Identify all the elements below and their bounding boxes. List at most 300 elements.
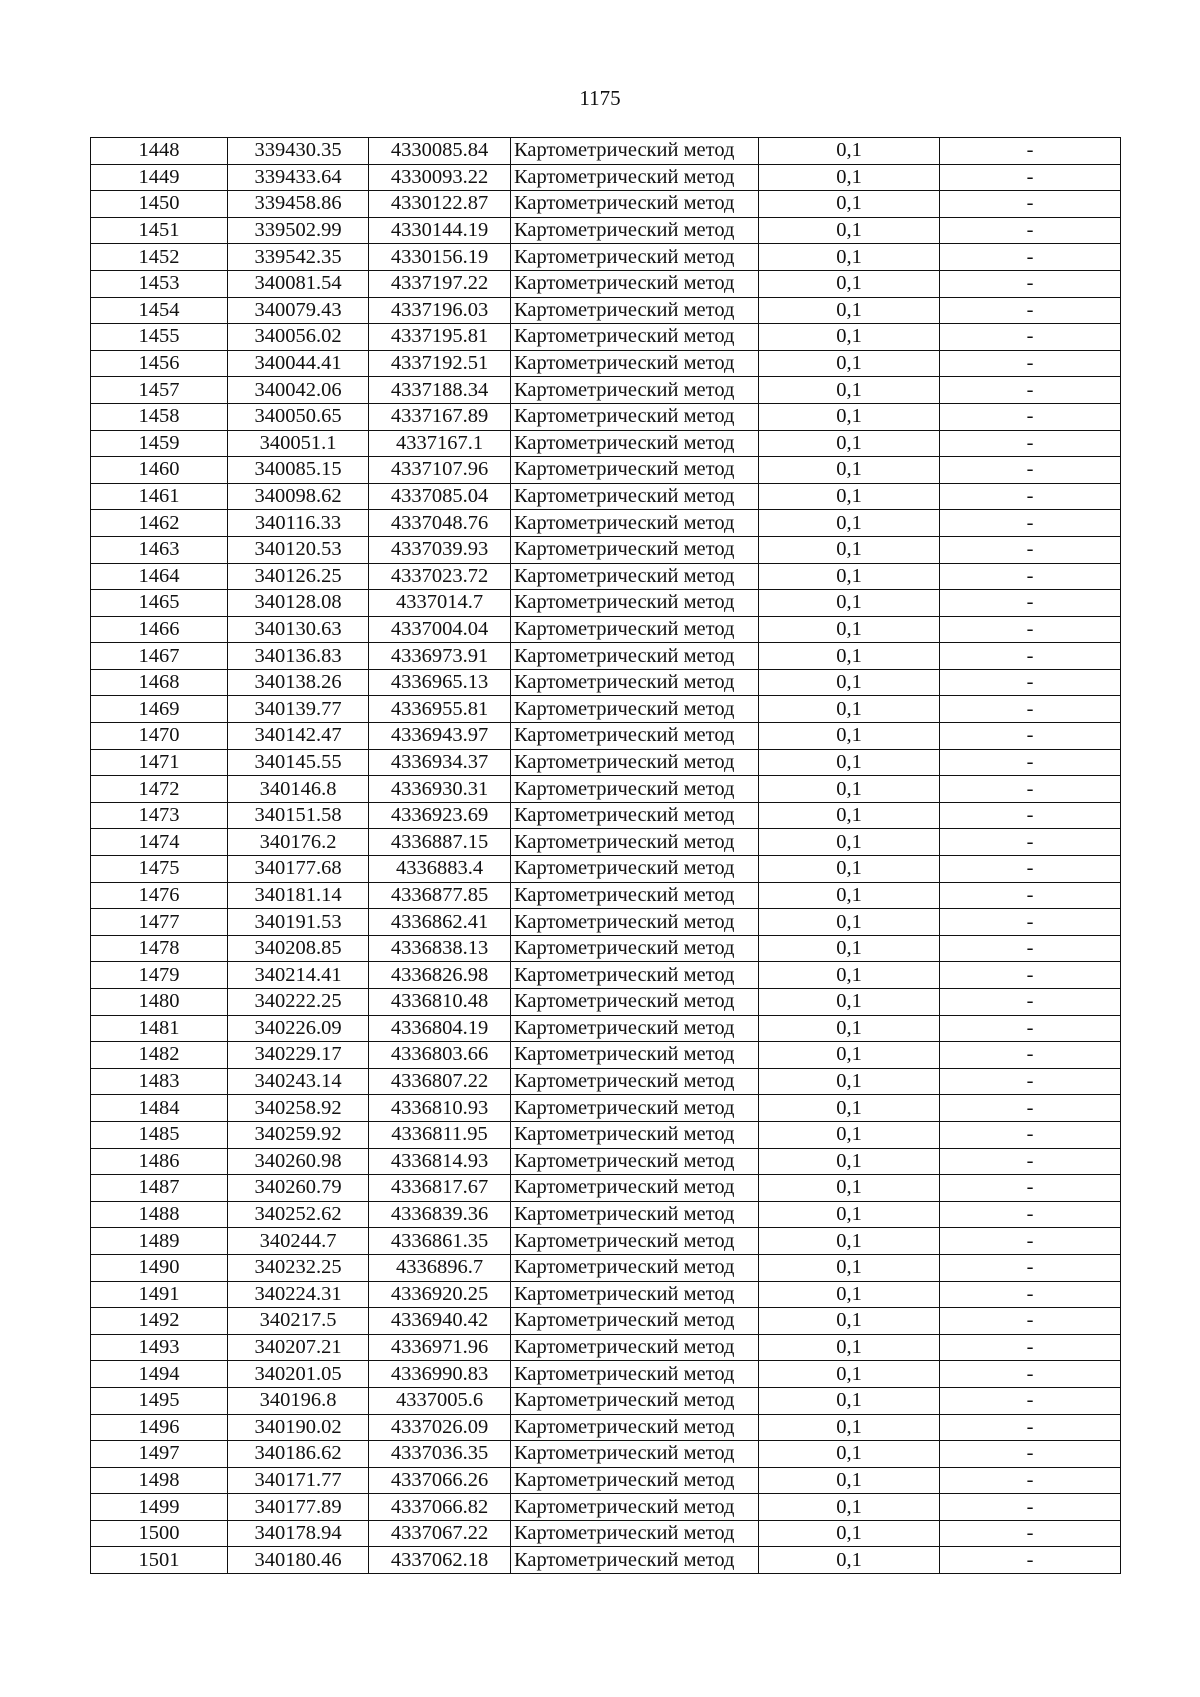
precision-cell: 0,1 — [759, 244, 940, 271]
x-coordinate-cell: 340120.53 — [228, 536, 369, 563]
y-coordinate-cell: 4336887.15 — [369, 829, 511, 856]
y-coordinate-cell: 4336990.83 — [369, 1361, 511, 1388]
table-row — [91, 138, 1121, 165]
point-number-cell: 1455 — [91, 324, 228, 351]
x-coordinate-cell: 340139.77 — [228, 696, 369, 723]
precision-cell: 0,1 — [759, 483, 940, 510]
point-number-cell: 1483 — [91, 1068, 228, 1095]
note-cell: - — [940, 244, 1121, 271]
table-row — [91, 1520, 1121, 1547]
precision-cell: 0,1 — [759, 1547, 940, 1574]
y-coordinate-cell: 4337039.93 — [369, 536, 511, 563]
method-cell: Картометрический метод — [511, 324, 759, 351]
point-number-cell: 1468 — [91, 669, 228, 696]
x-coordinate-cell: 340222.25 — [228, 989, 369, 1016]
method-cell: Картометрический метод — [511, 1387, 759, 1414]
precision-cell: 0,1 — [759, 1095, 940, 1122]
precision-cell: 0,1 — [759, 138, 940, 165]
y-coordinate-cell: 4336826.98 — [369, 962, 511, 989]
y-coordinate-cell: 4336930.31 — [369, 776, 511, 803]
x-coordinate-cell: 340190.02 — [228, 1414, 369, 1441]
x-coordinate-cell: 340177.89 — [228, 1494, 369, 1521]
note-cell: - — [940, 1547, 1121, 1574]
y-coordinate-cell: 4336811.95 — [369, 1121, 511, 1148]
table-row — [91, 1201, 1121, 1228]
x-coordinate-cell: 340196.8 — [228, 1387, 369, 1414]
note-cell: - — [940, 1121, 1121, 1148]
x-coordinate-cell: 340201.05 — [228, 1361, 369, 1388]
point-number-cell: 1475 — [91, 856, 228, 883]
method-cell: Картометрический метод — [511, 510, 759, 537]
method-cell: Картометрический метод — [511, 1467, 759, 1494]
method-cell: Картометрический метод — [511, 270, 759, 297]
y-coordinate-cell: 4336934.37 — [369, 749, 511, 776]
note-cell: - — [940, 217, 1121, 244]
method-cell: Картометрический метод — [511, 297, 759, 324]
x-coordinate-cell: 340126.25 — [228, 563, 369, 590]
point-number-cell: 1452 — [91, 244, 228, 271]
method-cell: Картометрический метод — [511, 217, 759, 244]
method-cell: Картометрический метод — [511, 403, 759, 430]
table-row — [91, 1254, 1121, 1281]
table-row — [91, 297, 1121, 324]
y-coordinate-cell: 4336814.93 — [369, 1148, 511, 1175]
note-cell: - — [940, 696, 1121, 723]
point-number-cell: 1460 — [91, 457, 228, 484]
point-number-cell: 1449 — [91, 164, 228, 191]
note-cell: - — [940, 1201, 1121, 1228]
note-cell: - — [940, 483, 1121, 510]
note-cell: - — [940, 616, 1121, 643]
note-cell: - — [940, 536, 1121, 563]
table-row — [91, 1095, 1121, 1122]
point-number-cell: 1491 — [91, 1281, 228, 1308]
x-coordinate-cell: 340151.58 — [228, 802, 369, 829]
point-number-cell: 1464 — [91, 563, 228, 590]
y-coordinate-cell: 4336943.97 — [369, 723, 511, 750]
method-cell: Картометрический метод — [511, 749, 759, 776]
method-cell: Картометрический метод — [511, 1042, 759, 1069]
method-cell: Картометрический метод — [511, 1308, 759, 1335]
method-cell: Картометрический метод — [511, 1441, 759, 1468]
point-number-cell: 1465 — [91, 590, 228, 617]
x-coordinate-cell: 340244.7 — [228, 1228, 369, 1255]
method-cell: Картометрический метод — [511, 1175, 759, 1202]
x-coordinate-cell: 340116.33 — [228, 510, 369, 537]
x-coordinate-cell: 340180.46 — [228, 1547, 369, 1574]
point-number-cell: 1494 — [91, 1361, 228, 1388]
note-cell: - — [940, 749, 1121, 776]
precision-cell: 0,1 — [759, 1387, 940, 1414]
table-row — [91, 1387, 1121, 1414]
precision-cell: 0,1 — [759, 1361, 940, 1388]
point-number-cell: 1476 — [91, 882, 228, 909]
note-cell: - — [940, 510, 1121, 537]
note-cell: - — [940, 935, 1121, 962]
x-coordinate-cell: 340243.14 — [228, 1068, 369, 1095]
note-cell: - — [940, 989, 1121, 1016]
x-coordinate-cell: 340207.21 — [228, 1334, 369, 1361]
point-number-cell: 1463 — [91, 536, 228, 563]
y-coordinate-cell: 4336839.36 — [369, 1201, 511, 1228]
precision-cell: 0,1 — [759, 909, 940, 936]
precision-cell: 0,1 — [759, 536, 940, 563]
x-coordinate-cell: 339433.64 — [228, 164, 369, 191]
note-cell: - — [940, 1095, 1121, 1122]
point-number-cell: 1450 — [91, 191, 228, 218]
table-row — [91, 1494, 1121, 1521]
point-number-cell: 1482 — [91, 1042, 228, 1069]
y-coordinate-cell: 4337167.89 — [369, 403, 511, 430]
y-coordinate-cell: 4337014.7 — [369, 590, 511, 617]
point-number-cell: 1466 — [91, 616, 228, 643]
note-cell: - — [940, 270, 1121, 297]
y-coordinate-cell: 4336877.85 — [369, 882, 511, 909]
method-cell: Картометрический метод — [511, 1414, 759, 1441]
table-row — [91, 1441, 1121, 1468]
x-coordinate-cell: 340130.63 — [228, 616, 369, 643]
note-cell: - — [940, 590, 1121, 617]
note-cell: - — [940, 1361, 1121, 1388]
point-number-cell: 1474 — [91, 829, 228, 856]
point-number-cell: 1459 — [91, 430, 228, 457]
note-cell: - — [940, 643, 1121, 670]
method-cell: Картометрический метод — [511, 829, 759, 856]
table-row — [91, 403, 1121, 430]
precision-cell: 0,1 — [759, 1467, 940, 1494]
x-coordinate-cell: 340128.08 — [228, 590, 369, 617]
x-coordinate-cell: 340191.53 — [228, 909, 369, 936]
x-coordinate-cell: 340145.55 — [228, 749, 369, 776]
y-coordinate-cell: 4336923.69 — [369, 802, 511, 829]
method-cell: Картометрический метод — [511, 457, 759, 484]
point-number-cell: 1493 — [91, 1334, 228, 1361]
precision-cell: 0,1 — [759, 1015, 940, 1042]
method-cell: Картометрический метод — [511, 138, 759, 165]
method-cell: Картометрический метод — [511, 723, 759, 750]
note-cell: - — [940, 457, 1121, 484]
method-cell: Картометрический метод — [511, 536, 759, 563]
y-coordinate-cell: 4337195.81 — [369, 324, 511, 351]
table-row — [91, 1361, 1121, 1388]
y-coordinate-cell: 4337026.09 — [369, 1414, 511, 1441]
y-coordinate-cell: 4330156.19 — [369, 244, 511, 271]
point-number-cell: 1488 — [91, 1201, 228, 1228]
precision-cell: 0,1 — [759, 1254, 940, 1281]
x-coordinate-cell: 340050.65 — [228, 403, 369, 430]
y-coordinate-cell: 4337067.22 — [369, 1520, 511, 1547]
table-row — [91, 563, 1121, 590]
table-row — [91, 643, 1121, 670]
y-coordinate-cell: 4336883.4 — [369, 856, 511, 883]
coordinates-table-body — [91, 138, 1121, 1574]
table-row — [91, 909, 1121, 936]
precision-cell: 0,1 — [759, 616, 940, 643]
point-number-cell: 1473 — [91, 802, 228, 829]
point-number-cell: 1458 — [91, 403, 228, 430]
point-number-cell: 1479 — [91, 962, 228, 989]
note-cell: - — [940, 138, 1121, 165]
precision-cell: 0,1 — [759, 723, 940, 750]
table-row — [91, 1308, 1121, 1335]
y-coordinate-cell: 4336971.96 — [369, 1334, 511, 1361]
point-number-cell: 1477 — [91, 909, 228, 936]
table-row — [91, 749, 1121, 776]
method-cell: Картометрический метод — [511, 962, 759, 989]
x-coordinate-cell: 340044.41 — [228, 350, 369, 377]
precision-cell: 0,1 — [759, 1175, 940, 1202]
y-coordinate-cell: 4337196.03 — [369, 297, 511, 324]
method-cell: Картометрический метод — [511, 1068, 759, 1095]
precision-cell: 0,1 — [759, 1281, 940, 1308]
precision-cell: 0,1 — [759, 1441, 940, 1468]
x-coordinate-cell: 340258.92 — [228, 1095, 369, 1122]
table-row — [91, 1148, 1121, 1175]
x-coordinate-cell: 340176.2 — [228, 829, 369, 856]
point-number-cell: 1453 — [91, 270, 228, 297]
method-cell: Картометрический метод — [511, 909, 759, 936]
note-cell: - — [940, 962, 1121, 989]
point-number-cell: 1485 — [91, 1121, 228, 1148]
precision-cell: 0,1 — [759, 164, 940, 191]
y-coordinate-cell: 4336810.48 — [369, 989, 511, 1016]
precision-cell: 0,1 — [759, 430, 940, 457]
point-number-cell: 1487 — [91, 1175, 228, 1202]
x-coordinate-cell: 340260.98 — [228, 1148, 369, 1175]
note-cell: - — [940, 856, 1121, 883]
precision-cell: 0,1 — [759, 350, 940, 377]
method-cell: Картометрический метод — [511, 776, 759, 803]
point-number-cell: 1492 — [91, 1308, 228, 1335]
table-row — [91, 377, 1121, 404]
precision-cell: 0,1 — [759, 270, 940, 297]
point-number-cell: 1486 — [91, 1148, 228, 1175]
y-coordinate-cell: 4337004.04 — [369, 616, 511, 643]
x-coordinate-cell: 340208.85 — [228, 935, 369, 962]
method-cell: Картометрический метод — [511, 1121, 759, 1148]
method-cell: Картометрический метод — [511, 1334, 759, 1361]
method-cell: Картометрический метод — [511, 244, 759, 271]
table-row — [91, 536, 1121, 563]
method-cell: Картометрический метод — [511, 669, 759, 696]
method-cell: Картометрический метод — [511, 563, 759, 590]
table-row — [91, 1281, 1121, 1308]
coordinates-table — [90, 137, 1121, 1574]
precision-cell: 0,1 — [759, 1308, 940, 1335]
precision-cell: 0,1 — [759, 297, 940, 324]
x-coordinate-cell: 340232.25 — [228, 1254, 369, 1281]
note-cell: - — [940, 164, 1121, 191]
method-cell: Картометрический метод — [511, 935, 759, 962]
y-coordinate-cell: 4337192.51 — [369, 350, 511, 377]
y-coordinate-cell: 4336920.25 — [369, 1281, 511, 1308]
y-coordinate-cell: 4336896.7 — [369, 1254, 511, 1281]
method-cell: Картометрический метод — [511, 483, 759, 510]
precision-cell: 0,1 — [759, 776, 940, 803]
method-cell: Картометрический метод — [511, 643, 759, 670]
x-coordinate-cell: 340081.54 — [228, 270, 369, 297]
point-number-cell: 1478 — [91, 935, 228, 962]
point-number-cell: 1499 — [91, 1494, 228, 1521]
point-number-cell: 1484 — [91, 1095, 228, 1122]
note-cell: - — [940, 1494, 1121, 1521]
page-number: 1175 — [579, 86, 621, 110]
table-row — [91, 669, 1121, 696]
x-coordinate-cell: 339458.86 — [228, 191, 369, 218]
table-row — [91, 1042, 1121, 1069]
x-coordinate-cell: 340229.17 — [228, 1042, 369, 1069]
note-cell: - — [940, 430, 1121, 457]
precision-cell: 0,1 — [759, 324, 940, 351]
x-coordinate-cell: 340178.94 — [228, 1520, 369, 1547]
y-coordinate-cell: 4336861.35 — [369, 1228, 511, 1255]
x-coordinate-cell: 340260.79 — [228, 1175, 369, 1202]
table-row — [91, 1547, 1121, 1574]
table-row — [91, 324, 1121, 351]
table-row — [91, 1414, 1121, 1441]
note-cell: - — [940, 1228, 1121, 1255]
note-cell: - — [940, 297, 1121, 324]
table-row — [91, 1015, 1121, 1042]
precision-cell: 0,1 — [759, 802, 940, 829]
y-coordinate-cell: 4336807.22 — [369, 1068, 511, 1095]
method-cell: Картометрический метод — [511, 1281, 759, 1308]
table-row — [91, 723, 1121, 750]
note-cell: - — [940, 669, 1121, 696]
x-coordinate-cell: 340214.41 — [228, 962, 369, 989]
method-cell: Картометрический метод — [511, 1015, 759, 1042]
precision-cell: 0,1 — [759, 1068, 940, 1095]
precision-cell: 0,1 — [759, 989, 940, 1016]
table-row — [91, 457, 1121, 484]
note-cell: - — [940, 324, 1121, 351]
point-number-cell: 1451 — [91, 217, 228, 244]
method-cell: Картометрический метод — [511, 856, 759, 883]
method-cell: Картометрический метод — [511, 191, 759, 218]
method-cell: Картометрический метод — [511, 164, 759, 191]
y-coordinate-cell: 4337188.34 — [369, 377, 511, 404]
method-cell: Картометрический метод — [511, 430, 759, 457]
precision-cell: 0,1 — [759, 510, 940, 537]
method-cell: Картометрический метод — [511, 696, 759, 723]
note-cell: - — [940, 1308, 1121, 1335]
x-coordinate-cell: 340224.31 — [228, 1281, 369, 1308]
table-row — [91, 164, 1121, 191]
note-cell: - — [940, 350, 1121, 377]
table-row — [91, 350, 1121, 377]
note-cell: - — [940, 909, 1121, 936]
y-coordinate-cell: 4337005.6 — [369, 1387, 511, 1414]
method-cell: Картометрический метод — [511, 1148, 759, 1175]
note-cell: - — [940, 1175, 1121, 1202]
precision-cell: 0,1 — [759, 1148, 940, 1175]
note-cell: - — [940, 1015, 1121, 1042]
x-coordinate-cell: 340085.15 — [228, 457, 369, 484]
method-cell: Картометрический метод — [511, 1228, 759, 1255]
y-coordinate-cell: 4337036.35 — [369, 1441, 511, 1468]
method-cell: Картометрический метод — [511, 350, 759, 377]
x-coordinate-cell: 339430.35 — [228, 138, 369, 165]
table-row — [91, 989, 1121, 1016]
point-number-cell: 1456 — [91, 350, 228, 377]
x-coordinate-cell: 340142.47 — [228, 723, 369, 750]
y-coordinate-cell: 4330093.22 — [369, 164, 511, 191]
table-row — [91, 430, 1121, 457]
x-coordinate-cell: 340146.8 — [228, 776, 369, 803]
precision-cell: 0,1 — [759, 962, 940, 989]
point-number-cell: 1461 — [91, 483, 228, 510]
precision-cell: 0,1 — [759, 643, 940, 670]
table-row — [91, 962, 1121, 989]
table-row — [91, 191, 1121, 218]
table-row — [91, 1228, 1121, 1255]
x-coordinate-cell: 340226.09 — [228, 1015, 369, 1042]
table-row — [91, 1121, 1121, 1148]
precision-cell: 0,1 — [759, 457, 940, 484]
point-number-cell: 1501 — [91, 1547, 228, 1574]
table-row — [91, 776, 1121, 803]
table-row — [91, 856, 1121, 883]
point-number-cell: 1457 — [91, 377, 228, 404]
point-number-cell: 1469 — [91, 696, 228, 723]
note-cell: - — [940, 377, 1121, 404]
method-cell: Картометрический метод — [511, 590, 759, 617]
y-coordinate-cell: 4336804.19 — [369, 1015, 511, 1042]
method-cell: Картометрический метод — [511, 1494, 759, 1521]
note-cell: - — [940, 1467, 1121, 1494]
x-coordinate-cell: 340098.62 — [228, 483, 369, 510]
note-cell: - — [940, 1387, 1121, 1414]
table-row — [91, 483, 1121, 510]
y-coordinate-cell: 4336965.13 — [369, 669, 511, 696]
y-coordinate-cell: 4337085.04 — [369, 483, 511, 510]
y-coordinate-cell: 4337107.96 — [369, 457, 511, 484]
precision-cell: 0,1 — [759, 1334, 940, 1361]
y-coordinate-cell: 4330085.84 — [369, 138, 511, 165]
x-coordinate-cell: 340138.26 — [228, 669, 369, 696]
y-coordinate-cell: 4330122.87 — [369, 191, 511, 218]
precision-cell: 0,1 — [759, 882, 940, 909]
x-coordinate-cell: 340217.5 — [228, 1308, 369, 1335]
point-number-cell: 1496 — [91, 1414, 228, 1441]
y-coordinate-cell: 4336955.81 — [369, 696, 511, 723]
precision-cell: 0,1 — [759, 1042, 940, 1069]
precision-cell: 0,1 — [759, 1201, 940, 1228]
point-number-cell: 1489 — [91, 1228, 228, 1255]
precision-cell: 0,1 — [759, 829, 940, 856]
note-cell: - — [940, 191, 1121, 218]
x-coordinate-cell: 340056.02 — [228, 324, 369, 351]
y-coordinate-cell: 4337048.76 — [369, 510, 511, 537]
point-number-cell: 1480 — [91, 989, 228, 1016]
precision-cell: 0,1 — [759, 217, 940, 244]
method-cell: Картометрический метод — [511, 882, 759, 909]
x-coordinate-cell: 339502.99 — [228, 217, 369, 244]
table-row — [91, 829, 1121, 856]
point-number-cell: 1490 — [91, 1254, 228, 1281]
x-coordinate-cell: 340177.68 — [228, 856, 369, 883]
y-coordinate-cell: 4330144.19 — [369, 217, 511, 244]
point-number-cell: 1448 — [91, 138, 228, 165]
point-number-cell: 1500 — [91, 1520, 228, 1547]
point-number-cell: 1471 — [91, 749, 228, 776]
note-cell: - — [940, 882, 1121, 909]
y-coordinate-cell: 4336817.67 — [369, 1175, 511, 1202]
point-number-cell: 1481 — [91, 1015, 228, 1042]
table-row — [91, 510, 1121, 537]
x-coordinate-cell: 340042.06 — [228, 377, 369, 404]
table-row — [91, 802, 1121, 829]
